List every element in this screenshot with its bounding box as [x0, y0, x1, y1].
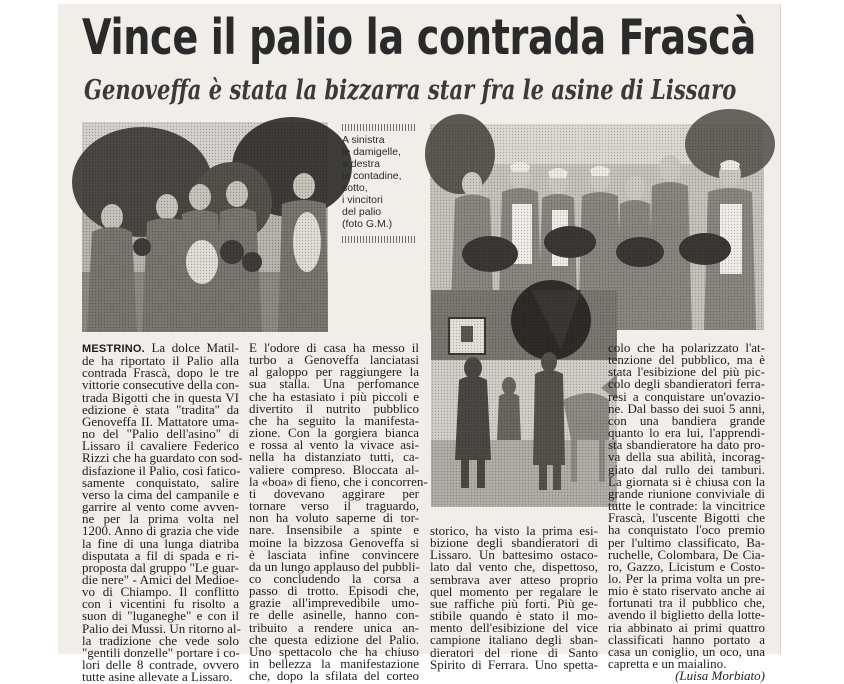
article-line: grazie all'imprevedibile umo- — [249, 595, 419, 611]
article-line: lato dal vento che, dispettoso, — [430, 559, 598, 575]
article-line: colo che ha polarizzato l'at- — [608, 340, 765, 355]
article-line: fortunati tra il pubblico che, — [608, 595, 765, 611]
article-line: Lissaro il cavaliere Federico — [82, 438, 239, 454]
article-line: vo di Chiampo. Il conflitto — [82, 584, 239, 600]
article-line: campione italiano degli sban- — [430, 632, 598, 648]
article-column-1 — [82, 340, 243, 684]
article-line: casa un coniglio, un oco, una — [608, 643, 765, 659]
article-line: valiere compreso. Bloccata al- — [249, 461, 419, 477]
article-line: tutte le contrade: la vincitrice — [608, 498, 765, 514]
caption-line: (foto G.M.) — [342, 218, 393, 230]
article-line: che questa edizione del Palio. — [249, 631, 419, 647]
article-line: sembrava aver atteso proprio — [430, 571, 598, 587]
article-line: trada Bigotti che in questa VI — [82, 389, 239, 405]
article-line: 1200. Anno di grazia che vide — [82, 523, 239, 539]
article-line: suon di "luganeghe" e con il — [82, 608, 239, 624]
photo-damigelle-image — [82, 122, 328, 332]
article-line: garrire al vento come avven- — [82, 499, 239, 515]
article-line: Rizzi che ha guardato con sod- — [82, 450, 243, 466]
article-line: la tradizione che vede solo — [82, 632, 239, 648]
article-line: che ha seguito la manifesta- — [249, 412, 419, 428]
caption-top-rule — [342, 124, 416, 131]
article-line-text: La dolce Matil- — [144, 340, 239, 355]
photo-vincitori — [431, 290, 617, 507]
article-line: co concludendo la corsa a — [249, 570, 419, 586]
article-line: disputata a fil di spada e ri- — [82, 547, 239, 563]
article-line: tribuito a rendere unica an- — [249, 619, 419, 635]
article-line: zione. Con la gorgiera bianca — [249, 425, 419, 441]
article-line: storico, ha visto la prima esi- — [430, 523, 598, 538]
article-line: è lasciata infine convincere — [249, 546, 419, 562]
article-line: passo di trotto. Episodi che, — [249, 583, 419, 599]
article-line: capretta e un maialino. — [608, 656, 727, 672]
article-line: divertito il nutrito pubblico — [249, 400, 419, 416]
photo-caption — [342, 124, 416, 246]
article-line: dieratori del rione di Santo — [430, 644, 598, 660]
article-line: al galoppo per raggiungere la — [249, 364, 419, 380]
caption-line: sotto, — [342, 182, 368, 194]
article-line: moine la bizzosa Genoveffa si — [249, 534, 419, 550]
article-line: proposta dal gruppo "Le guar- — [82, 559, 239, 575]
article-line: "gentili donzelle" portare i co- — [82, 644, 240, 660]
article-line: La giornata si è chiusa con la — [608, 473, 765, 489]
article-line: bizione degli sbandieratori di — [430, 535, 598, 551]
article-line: mento dell'esibizione del vice — [430, 620, 598, 636]
article-line: de ha riportato il Palio alla — [82, 353, 239, 369]
article-line: in bellezza la manifestazione — [249, 656, 419, 672]
article-line: grande riunione conviviale di — [608, 485, 765, 501]
article-line: verso la cima del campanile e — [82, 486, 239, 502]
article-line: re delle asinelle, hanno con- — [249, 607, 419, 623]
article-line: giato dal rullo dei tamburi. — [608, 461, 765, 477]
article-line: quel momento per regalare le — [430, 583, 598, 599]
article-line: per l'ultimo classificato, Ba- — [608, 534, 765, 550]
article-line: colo degli sbandieratori ferra- — [608, 376, 765, 392]
article-line: Lissaro. Un battesimo ostaco- — [430, 547, 598, 563]
article-line: tornare verso il traguardo, — [249, 498, 419, 514]
article-line: quanto lo era lui, l'apprendi- — [608, 425, 765, 441]
article-line: Uno spettacolo che ha chiuso — [249, 643, 419, 659]
article-line: lo. Per la prima volta un pre- — [608, 570, 765, 586]
article-line: la «boa» di fieno, che i concorren- — [249, 473, 428, 489]
caption-line: le contadine, — [342, 170, 402, 182]
caption-line: i vincitori — [342, 194, 383, 206]
caption-bottom-rule — [342, 236, 416, 243]
article-line: nare. Insensibile a spinte e — [249, 522, 419, 538]
article-line: sta sbandieratore ha dato pro- — [608, 437, 765, 453]
article-line: die nere" - Amici del Medioe- — [82, 571, 239, 587]
article-line: da un lungo applauso del pubbli- — [249, 558, 420, 574]
article-line: vittorie consecutive della con- — [82, 377, 240, 393]
article-line: no del "Palio dell'asino" di — [82, 426, 239, 442]
caption-line: a destra — [342, 158, 380, 170]
article-line: Genoveffa II. Mattatore uma- — [82, 413, 239, 429]
article-line: lori delle 8 contrade, ovvero — [82, 657, 239, 673]
article-column-3 — [430, 525, 598, 671]
article-line: stibile quando è stato il mo- — [430, 608, 598, 624]
article-line: tutte asine allevate a Lissaro. — [82, 669, 233, 684]
article-line: Frascà, l'uscente Bigotti che — [608, 510, 765, 526]
article-line: ne per la prima volta nel — [82, 511, 239, 527]
article-line: ruchelle, Colombara, De Cia- — [608, 546, 765, 562]
article-line: disfazione il Palio, così fatico- — [82, 462, 241, 478]
headline: Vince il palio la contrada Frascà — [82, 9, 756, 66]
article-line: tenzione del pubblico, ma è — [608, 352, 765, 368]
article-line: turbo a Genoveffa lanciatasi — [249, 352, 419, 368]
article-line: Palio dei Mussi. Un ritorno al- — [82, 620, 241, 636]
article-line: Spirito di Ferrara. Uno spetta- — [430, 656, 598, 672]
article-line: stata l'esibizione del più pic- — [608, 364, 765, 380]
article-line: ha conquistato l'oco premio — [608, 522, 765, 538]
subheadline: Genoveffa è stata la bizzarra star fra le asine di Lissaro — [84, 75, 737, 106]
photo-damigelle — [82, 122, 328, 332]
article-column-2 — [249, 340, 428, 684]
article-line: sue raffiche più forti. Più ge- — [430, 595, 598, 611]
article-line: avendo il biglietto della lotte- — [608, 607, 765, 623]
article-line: ro, Gazzo, Licistum e Costo- — [608, 558, 765, 574]
article-line: contrada Frascà, dopo le tre — [82, 365, 239, 381]
caption-line: A sinistra — [342, 134, 385, 146]
article-line: ria abbinato ai primi quattro — [608, 619, 765, 635]
article-line: la fine di una lunga diatriba — [82, 535, 239, 551]
article-line: classificati hanno portato a — [608, 631, 765, 647]
article-line: E l'odore di casa ha messo il — [249, 340, 419, 355]
article-line: va della sua abilità, incorag- — [608, 449, 765, 465]
article-line: con una bandiera grande — [608, 412, 765, 428]
article-line: sua stalla. Una perfomance — [249, 376, 419, 392]
article-line: resi a conquistare un'ovazio- — [608, 388, 765, 404]
caption-line: del palio — [342, 206, 382, 218]
article-line: edizione è stata "tradita" da — [82, 401, 239, 417]
article-line: con i vicentini fu risolto a — [82, 596, 239, 612]
photo-vincitori-image — [431, 290, 617, 507]
newspaper-clipping — [58, 4, 781, 684]
article-line: ne. Dal basso dei suoi 5 anni, — [608, 400, 765, 416]
article-line: che, dopo la sfilata del corteo — [249, 668, 419, 684]
article-line: e rossa al vento la vivace asi- — [249, 437, 419, 453]
dateline: MESTRINO. — [82, 343, 145, 355]
caption-line: le damigelle, — [342, 146, 401, 158]
article-line: ti dovevano aggirare per — [249, 485, 419, 501]
article-column-4 — [608, 342, 765, 682]
article-line: nella ha distanziato tutti, ca- — [249, 449, 419, 465]
article-line: che ha estasiato i più piccoli e — [249, 388, 419, 404]
byline: (Luisa Morbiato) — [675, 668, 765, 684]
article-line: non ha voluto saperne di tor- — [249, 510, 419, 526]
article-line: mio è stato riservato anche ai — [608, 583, 765, 599]
article-line: samente conquistato, salire — [82, 474, 239, 490]
